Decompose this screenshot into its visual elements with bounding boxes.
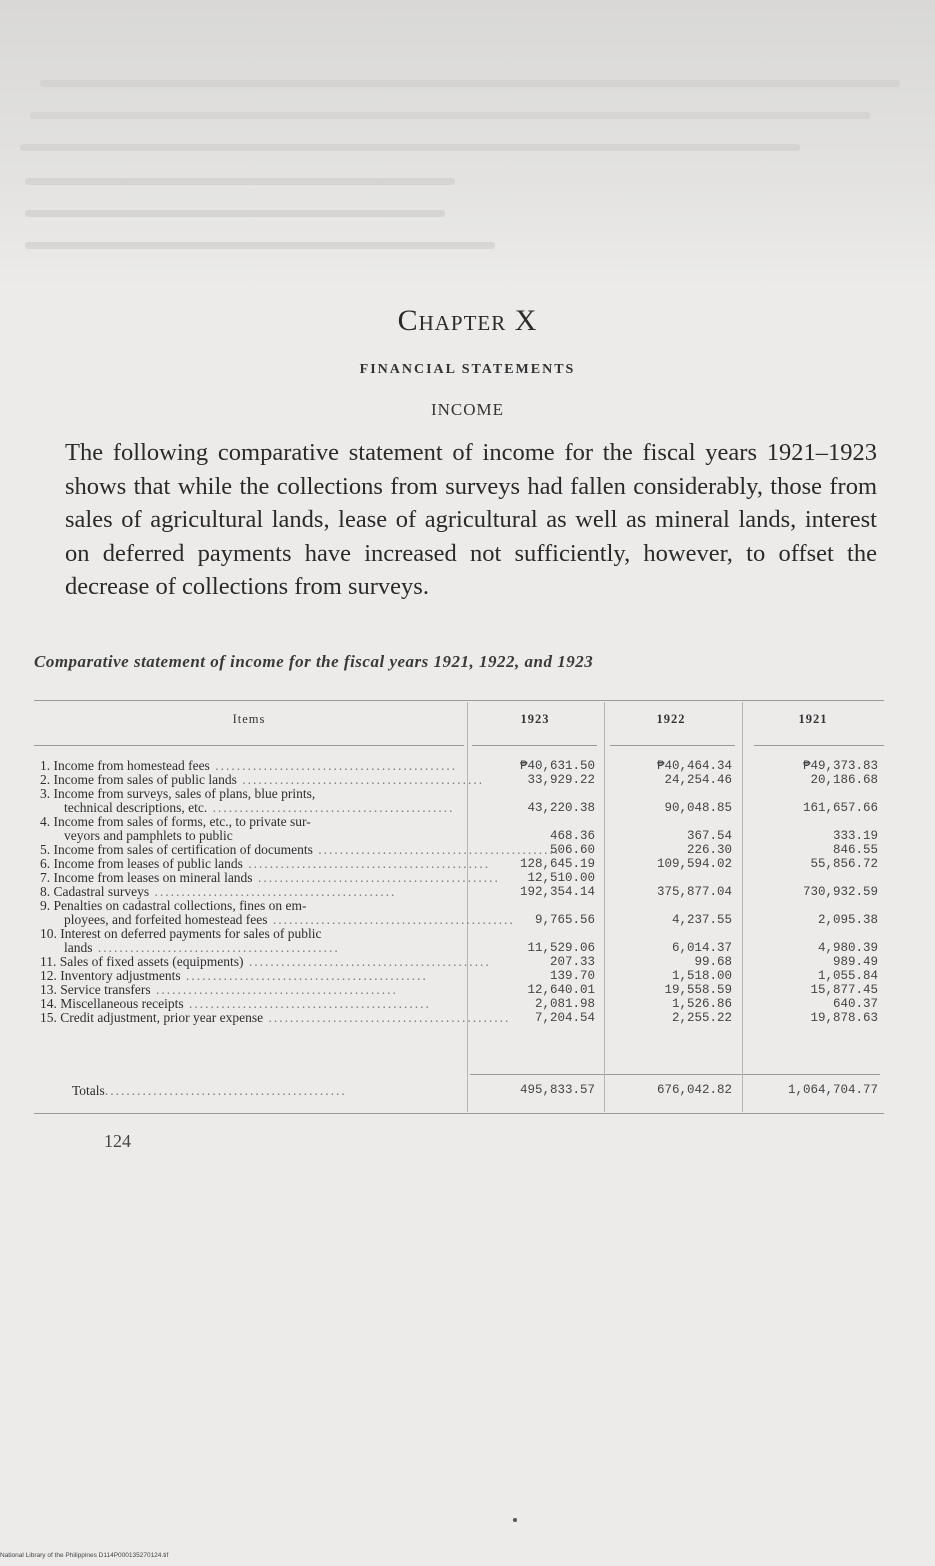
row-value-1923: 128,645.19	[519, 857, 595, 871]
dot-leader: .............................................	[180, 968, 428, 983]
row-value-1921: 846.55	[832, 843, 878, 857]
row-label-text: 3. Income from surveys, sales of plans, blue prints,	[40, 786, 316, 801]
row-value-1923: 7,204.54	[534, 1011, 595, 1025]
row-label-text: 7. Income from leases on mineral lands	[40, 870, 253, 885]
row-value-1921: 333.19	[832, 829, 878, 843]
header-rule-1923	[472, 745, 597, 746]
row-value-1923: 2,081.98	[534, 997, 595, 1011]
row-label-text: 1. Income from homestead fees	[40, 758, 210, 773]
row-value-1922: 1,518.00	[671, 969, 732, 983]
row-value-1921: 1,055.84	[817, 969, 878, 983]
row-label-text: 12. Inventory adjustments	[40, 968, 181, 983]
dot-leader: .............................................	[243, 954, 491, 969]
row-label-line	[40, 856, 491, 871]
row-label-text: 5. Income from sales of certification of documents	[40, 842, 313, 857]
row-value-1921: 989.49	[832, 955, 878, 969]
row-value-1923: 11,529.06	[527, 941, 595, 955]
row-label-line	[40, 772, 485, 787]
row-label-text: 6. Income from leases of public lands	[40, 856, 243, 871]
dot-leader: .............................................	[236, 772, 485, 787]
row-value-1922: 367.54	[686, 829, 732, 843]
row-value-1922: 109,594.02	[656, 857, 732, 871]
dot-leader: .............................................	[183, 996, 431, 1011]
row-value-1921: ₱49,373.83	[802, 759, 878, 773]
table-bottom-rule	[34, 1113, 884, 1114]
row-value-1923: 12,640.01	[527, 983, 595, 997]
row-label-line	[40, 899, 462, 913]
row-value-1921: 2,095.38	[817, 913, 878, 927]
intro-paragraph: The following comparative statement of income for the fiscal years 1921–1923 shows that while the collections from surveys had fallen considerably, those from sales of agricultural lands, lease of agricultural as well as mineral lands, interest on deferred payments have increased not sufficiently, however, to offset the decrease of collections from surveys.	[65, 439, 877, 601]
row-value-1922: 99.68	[694, 955, 732, 969]
row-value-1921: 4,980.39	[817, 941, 878, 955]
row-label-line	[40, 815, 462, 829]
row-label-text: 11. Sales of fixed assets (equipments)	[40, 954, 244, 969]
col-divider-3	[742, 702, 743, 1112]
row-value-1922: 226.30	[686, 843, 732, 857]
row-label-text: 13. Service transfers	[40, 982, 151, 997]
row-label-line	[40, 969, 462, 983]
dot-leader: .............................................	[207, 800, 455, 815]
row-value-1923: ₱40,631.50	[519, 759, 595, 773]
row-label-text: 14. Miscellaneous receipts	[40, 996, 184, 1011]
col-divider-1	[467, 702, 468, 1112]
header-1921: 1921	[798, 712, 828, 726]
dot-leader: .............................................	[209, 758, 458, 773]
row-label-text: lands	[64, 940, 93, 955]
dot-leader: .............................................	[312, 842, 561, 857]
row-label-text: 4. Income from sales of forms, etc., to private sur-	[40, 814, 311, 829]
chapter-title: Chapter X	[397, 304, 538, 337]
row-label-line	[40, 1010, 511, 1025]
row-value-1921: 19,878.63	[810, 1011, 878, 1025]
row-value-1923: 33,929.22	[527, 773, 595, 787]
row-label-line	[40, 912, 515, 927]
row-value-1923: 506.60	[549, 843, 595, 857]
row-label-line	[40, 997, 462, 1011]
totals-label: Totals.............................................	[72, 1083, 347, 1098]
row-value-1922: 1,526.86	[671, 997, 732, 1011]
row-value-1923: 468.36	[549, 829, 595, 843]
row-label-line	[40, 870, 500, 885]
dot-leader: .............................................	[242, 856, 491, 871]
footer-credit: National Library of the Philippines D114P000135270124.tif	[0, 1552, 169, 1559]
dot-leader: .............................................	[267, 912, 515, 927]
bleed-through-area	[0, 0, 935, 290]
row-label-text: 9. Penalties on cadastral collections, fines on em-	[40, 898, 307, 913]
row-label-line	[40, 842, 561, 857]
table-top-rule	[34, 700, 884, 701]
dot-leader: .............................................	[263, 1010, 511, 1025]
totals-1921: 1,064,704.77	[787, 1083, 878, 1097]
row-label-text: 10. Interest on deferred payments for sales of public	[40, 926, 322, 941]
row-label-text: 2. Income from sales of public lands	[40, 772, 237, 787]
page-number: 124	[104, 1131, 131, 1151]
header-1922: 1922	[656, 712, 686, 726]
header-1923: 1923	[520, 712, 550, 726]
dot-leader: .............................................	[92, 940, 340, 955]
header-bottom-rule	[34, 745, 464, 746]
row-value-1921: 730,932.59	[802, 885, 878, 899]
header-items: Items	[232, 712, 266, 726]
row-label-line	[40, 801, 462, 815]
row-value-1921: 55,856.72	[810, 857, 878, 871]
row-value-1922: 6,014.37	[671, 941, 732, 955]
row-label-text: technical descriptions, etc.	[64, 800, 208, 815]
row-value-1922: 4,237.55	[671, 913, 732, 927]
row-value-1922: 24,254.46	[664, 773, 732, 787]
row-label-line	[40, 759, 462, 773]
row-value-1922: 375,877.04	[656, 885, 732, 899]
row-value-1921: 640.37	[832, 997, 878, 1011]
totals-top-rule	[470, 1074, 880, 1075]
row-label-text: 8. Cadastral surveys	[40, 884, 150, 899]
table-caption: Comparative statement of income for the fiscal years 1921, 1922, and 1923	[34, 652, 594, 671]
row-label-line	[40, 954, 491, 969]
row-value-1921: 15,877.45	[810, 983, 878, 997]
row-label-line	[40, 927, 462, 941]
row-value-1923: 192,354.14	[519, 885, 595, 899]
row-label-line	[40, 885, 462, 899]
header-rule-1922	[610, 745, 735, 746]
dot-leader: .............................................	[252, 870, 500, 885]
header-rule-1921	[754, 745, 884, 746]
totals-1923: 495,833.57	[519, 1083, 595, 1097]
row-value-1923: 43,220.38	[527, 801, 595, 815]
row-label-line	[40, 941, 462, 955]
row-value-1921: 161,657.66	[802, 801, 878, 815]
row-value-1923: 12,510.00	[527, 871, 595, 885]
dot-leader: .............................................	[149, 884, 397, 899]
dot-leader: .............................................	[150, 982, 398, 997]
row-value-1922: 19,558.59	[664, 983, 732, 997]
row-label-text: veyors and pamphlets to public	[64, 828, 233, 843]
row-label-line	[40, 787, 462, 801]
row-value-1921: 20,186.68	[810, 773, 878, 787]
row-value-1922: 90,048.85	[664, 801, 732, 815]
row-label-line	[40, 829, 462, 843]
row-value-1923: 9,765.56	[534, 913, 595, 927]
row-value-1923: 139.70	[549, 969, 595, 983]
row-value-1922: 2,255.22	[671, 1011, 732, 1025]
row-label-text: ployees, and forfeited homestead fees	[64, 912, 268, 927]
col-divider-2	[604, 702, 605, 1112]
row-label-line	[40, 983, 462, 997]
totals-1922: 676,042.82	[656, 1083, 732, 1097]
row-value-1923: 207.33	[549, 955, 595, 969]
row-label-text: 15. Credit adjustment, prior year expense	[40, 1010, 264, 1025]
subsection-title: INCOME	[430, 400, 505, 419]
section-title: FINANCIAL STATEMENTS	[359, 362, 576, 377]
row-value-1922: ₱40,464.34	[656, 759, 732, 773]
dust-speck	[513, 1518, 517, 1522]
